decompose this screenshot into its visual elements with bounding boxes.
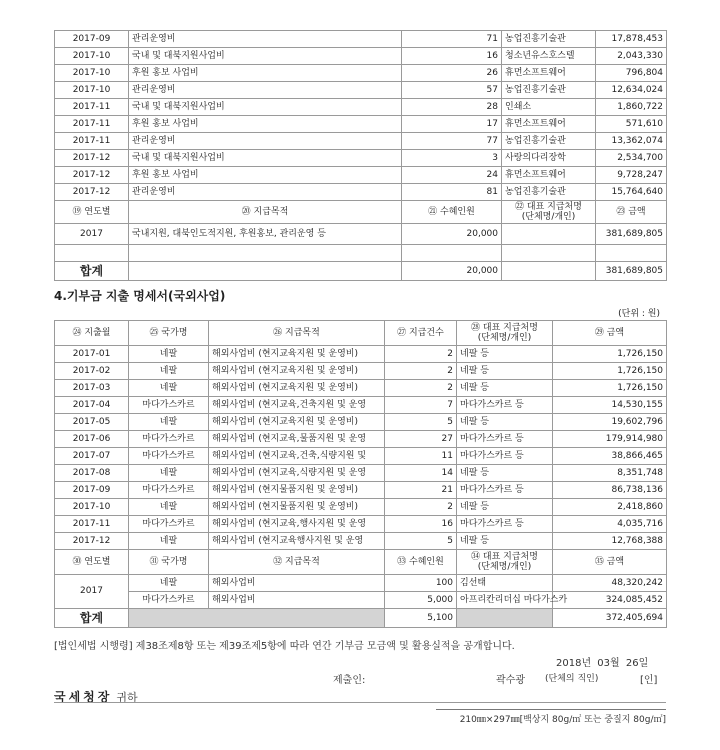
amount-cell: 179,914,980	[553, 431, 667, 448]
amount-cell: 48,320,242	[553, 575, 667, 592]
table-row	[55, 448, 667, 465]
total-label: 합계	[55, 262, 129, 281]
table-row	[55, 380, 667, 397]
count-cell: 3	[402, 150, 502, 167]
country-cell: 네팔	[129, 575, 209, 592]
recipient-cell: 마다가스카르 등	[457, 397, 553, 414]
header-year: ㉚ 연도별	[55, 550, 129, 575]
header-line-2: (단체명/개인)	[477, 562, 532, 572]
recipient-cell: 아프리칸리더십 마다가스카	[457, 592, 553, 609]
purpose-cell: 후원 홍보 사업비	[129, 65, 402, 82]
paper-spec: 210㎜×297㎜[백상지 80g/㎡ 또는 중질지 80g/㎡]	[436, 709, 666, 725]
header-amount: ㉟ 금액	[553, 550, 667, 575]
submitter-name: 곽수광	[496, 675, 525, 686]
total-row	[55, 262, 667, 281]
header-amount: ㉙ 금액	[553, 321, 667, 346]
count-cell: 2	[385, 499, 457, 516]
table-row	[55, 363, 667, 380]
overseas-expense-table	[54, 320, 667, 628]
beneficiaries-cell: 20,000	[402, 224, 502, 245]
purpose-cell: 국내 및 대북지원사업비	[129, 150, 402, 167]
blank-row	[55, 245, 667, 262]
amount-cell: 4,035,716	[553, 516, 667, 533]
recipient-cell: 김선태	[457, 575, 553, 592]
recipient-cell: 농업진흥기술관	[502, 184, 596, 201]
table-row	[55, 82, 667, 99]
table-row	[55, 99, 667, 116]
purpose-cell: 후원 홍보 사업비	[129, 116, 402, 133]
recipient-cell: 농업진흥기술관	[502, 82, 596, 99]
count-cell: 2	[385, 380, 457, 397]
table-row	[55, 48, 667, 65]
country-cell: 네팔	[129, 465, 209, 482]
month-cell: 2017-10	[55, 499, 129, 516]
count-cell: 28	[402, 99, 502, 116]
recipient-cell: 휴먼소프트웨어	[502, 167, 596, 184]
table-row	[55, 150, 667, 167]
recipient-cell: 휴먼소프트웨어	[502, 116, 596, 133]
table-row	[55, 167, 667, 184]
header-country: ㉕ 국가명	[129, 321, 209, 346]
amount-cell: 796,804	[596, 65, 667, 82]
header-count: ㉗ 지급건수	[385, 321, 457, 346]
header-line-1: ㉒ 대표 지급처명	[515, 202, 582, 212]
domestic-expense-table	[54, 30, 667, 281]
table-row	[55, 133, 667, 150]
country-cell: 마다가스카르	[129, 482, 209, 499]
month-cell: 2017-04	[55, 397, 129, 414]
month-cell: 2017-06	[55, 431, 129, 448]
table-row	[55, 499, 667, 516]
count-cell: 2	[385, 346, 457, 363]
amount-cell: 1,726,150	[553, 380, 667, 397]
month-cell: 2017-07	[55, 448, 129, 465]
month-cell: 2017-12	[55, 150, 129, 167]
purpose-cell: 해외사업비 (현지교육,식량지원 및 운영	[209, 465, 385, 482]
total-beneficiaries: 5,100	[385, 609, 457, 628]
amount-cell: 571,610	[596, 116, 667, 133]
amount-cell: 1,726,150	[553, 363, 667, 380]
count-cell: 21	[385, 482, 457, 499]
country-cell: 마다가스카르	[129, 592, 209, 609]
recipient-cell: 네팔 등	[457, 346, 553, 363]
recipient-suffix: 귀하	[116, 691, 138, 704]
header-recipient	[457, 550, 553, 575]
month-cell: 2017-11	[55, 516, 129, 533]
country-cell: 네팔	[129, 533, 209, 550]
amount-cell: 2,418,860	[553, 499, 667, 516]
blank-cell	[502, 245, 596, 262]
amount-cell: 381,689,805	[596, 224, 667, 245]
header-purpose: ㉖ 지급목적	[209, 321, 385, 346]
table-row	[55, 31, 667, 48]
amount-cell: 86,738,136	[553, 482, 667, 499]
blank-cell	[457, 609, 553, 628]
count-cell: 77	[402, 133, 502, 150]
month-cell: 2017-09	[55, 482, 129, 499]
purpose-cell: 해외사업비	[209, 592, 385, 609]
recipient-cell: 인쇄소	[502, 99, 596, 116]
purpose-cell: 해외사업비 (현지교육,건축,식량지원 및	[209, 448, 385, 465]
total-amount: 381,689,805	[596, 262, 667, 281]
purpose-cell: 후원 홍보 사업비	[129, 167, 402, 184]
summary-header-row	[55, 201, 667, 224]
header-purpose: ⑳ 지급목적	[129, 201, 402, 224]
blank-cell	[596, 245, 667, 262]
recipient-cell: 네팔 등	[457, 363, 553, 380]
purpose-cell: 해외사업비	[209, 575, 385, 592]
amount-cell: 14,530,155	[553, 397, 667, 414]
country-cell: 네팔	[129, 414, 209, 431]
amount-cell: 12,768,388	[553, 533, 667, 550]
purpose-cell: 관리운영비	[129, 133, 402, 150]
month-cell: 2017-12	[55, 167, 129, 184]
table-row	[55, 397, 667, 414]
header-recipient	[457, 321, 553, 346]
count-cell: 14	[385, 465, 457, 482]
header-line-1: ㉞ 대표 지급처명	[471, 552, 538, 562]
amount-cell: 9,728,247	[596, 167, 667, 184]
amount-cell: 1,860,722	[596, 99, 667, 116]
header-purpose: ㉜ 지급목적	[209, 550, 385, 575]
amount-cell: 13,362,074	[596, 133, 667, 150]
count-cell: 27	[385, 431, 457, 448]
count-cell: 17	[402, 116, 502, 133]
count-cell: 81	[402, 184, 502, 201]
purpose-cell: 해외사업비 (현지교육지원 및 운영비)	[209, 346, 385, 363]
purpose-cell: 해외사업비 (현지교육지원 및 운영비)	[209, 414, 385, 431]
header-beneficiaries: ㉑ 수혜인원	[402, 201, 502, 224]
purpose-cell: 관리운영비	[129, 31, 402, 48]
recipient-name: 국세청장	[54, 690, 113, 704]
header-amount: ㉓ 금액	[596, 201, 667, 224]
table-row	[55, 465, 667, 482]
table-row	[55, 431, 667, 448]
month-cell: 2017-09	[55, 31, 129, 48]
submitter-role: (단체의 직인)	[545, 674, 599, 684]
month-cell: 2017-12	[55, 533, 129, 550]
table-row	[55, 516, 667, 533]
amount-cell: 17,878,453	[596, 31, 667, 48]
month-cell: 2017-10	[55, 65, 129, 82]
purpose-cell: 해외사업비 (현지교육지원 및 운영비)	[209, 363, 385, 380]
purpose-cell: 국내지원, 대북인도적지원, 후원홍보, 관리운영 등	[129, 224, 402, 245]
blank-cell	[129, 609, 385, 628]
count-cell: 5	[385, 414, 457, 431]
summary-row	[55, 575, 667, 592]
purpose-cell: 해외사업비 (현지물품지원 및 운영비)	[209, 499, 385, 516]
amount-cell: 2,043,330	[596, 48, 667, 65]
unit-label: (단위 : 원)	[618, 309, 660, 319]
month-cell: 2017-11	[55, 133, 129, 150]
summary-row	[55, 224, 667, 245]
country-cell: 네팔	[129, 380, 209, 397]
month-cell: 2017-10	[55, 48, 129, 65]
month-cell: 2017-11	[55, 116, 129, 133]
count-cell: 57	[402, 82, 502, 99]
count-cell: 26	[402, 65, 502, 82]
purpose-cell: 해외사업비 (현지교육지원 및 운영비)	[209, 380, 385, 397]
table-row	[55, 65, 667, 82]
total-row	[55, 609, 667, 628]
country-cell: 네팔	[129, 363, 209, 380]
recipient-cell: 네팔 등	[457, 380, 553, 397]
recipient-cell: 네팔 등	[457, 499, 553, 516]
purpose-cell: 해외사업비 (현지물품지원 및 운영비)	[209, 482, 385, 499]
recipient-cell: 마다가스카르 등	[457, 431, 553, 448]
header-beneficiaries: ㉝ 수혜인원	[385, 550, 457, 575]
total-beneficiaries: 20,000	[402, 262, 502, 281]
recipient-cell: 휴먼소프트웨어	[502, 65, 596, 82]
recipient-cell: 청소년유스호스텔	[502, 48, 596, 65]
recipient-cell	[502, 224, 596, 245]
country-cell: 마다가스카르	[129, 431, 209, 448]
month-cell: 2017-02	[55, 363, 129, 380]
amount-cell: 38,866,465	[553, 448, 667, 465]
month-cell: 2017-01	[55, 346, 129, 363]
amount-cell: 8,351,748	[553, 465, 667, 482]
month-cell: 2017-12	[55, 184, 129, 201]
beneficiaries-cell: 100	[385, 575, 457, 592]
header-country: ㉛ 국가명	[129, 550, 209, 575]
recipient-cell: 농업진흥기술관	[502, 31, 596, 48]
total-amount: 372,405,694	[553, 609, 667, 628]
beneficiaries-cell: 5,000	[385, 592, 457, 609]
divider	[54, 702, 666, 703]
count-cell: 11	[385, 448, 457, 465]
year-cell: 2017	[55, 575, 129, 609]
month-cell: 2017-08	[55, 465, 129, 482]
blank-cell	[129, 245, 402, 262]
total-label: 합계	[55, 609, 129, 628]
table-row	[55, 414, 667, 431]
recipient-cell: 마다가스카르 등	[457, 482, 553, 499]
country-cell: 마다가스카르	[129, 516, 209, 533]
year-cell: 2017	[55, 224, 129, 245]
month-cell: 2017-05	[55, 414, 129, 431]
submit-label: 제출인:	[333, 675, 366, 686]
count-cell: 2	[385, 363, 457, 380]
purpose-cell: 해외사업비 (현지교육,행사지원 및 운영	[209, 516, 385, 533]
header-line-2: (단체명/개인)	[521, 212, 576, 222]
header-month: ㉔ 지출월	[55, 321, 129, 346]
table-row	[55, 533, 667, 550]
recipient-cell: 네팔 등	[457, 465, 553, 482]
purpose-cell: 국내 및 대북지원사업비	[129, 99, 402, 116]
header-year: ⑲ 연도별	[55, 201, 129, 224]
count-cell: 5	[385, 533, 457, 550]
seal-mark: [인]	[640, 675, 658, 686]
count-cell: 16	[402, 48, 502, 65]
month-cell: 2017-10	[55, 82, 129, 99]
blank-cell	[502, 262, 596, 281]
amount-cell: 324,085,452	[553, 592, 667, 609]
country-cell: 네팔	[129, 499, 209, 516]
purpose-cell: 관리운영비	[129, 184, 402, 201]
country-cell: 마다가스카르	[129, 397, 209, 414]
amount-cell: 19,602,796	[553, 414, 667, 431]
purpose-cell: 해외사업비 (현지교육,물품지원 및 운영	[209, 431, 385, 448]
table-row	[55, 184, 667, 201]
count-cell: 7	[385, 397, 457, 414]
month-cell: 2017-03	[55, 380, 129, 397]
header-line-2: (단체명/개인)	[477, 333, 532, 343]
amount-cell: 12,634,024	[596, 82, 667, 99]
header-row	[55, 321, 667, 346]
law-notice: [법인세법 시행령] 제38조제8항 또는 제39조제5항에 따라 연간 기부금 모금액 및 활용실적을 공개합니다.	[54, 641, 515, 652]
amount-cell: 15,764,640	[596, 184, 667, 201]
submission-date: 2018년 03월 26일	[556, 658, 649, 669]
amount-cell: 1,726,150	[553, 346, 667, 363]
table-row	[55, 116, 667, 133]
blank-cell	[129, 262, 402, 281]
header-line-1: ㉘ 대표 지급처명	[471, 323, 538, 333]
header-recipient	[502, 201, 596, 224]
purpose-cell: 해외사업비 (현지교육,건축지원 및 운영	[209, 397, 385, 414]
month-cell: 2017-11	[55, 99, 129, 116]
count-cell: 71	[402, 31, 502, 48]
purpose-cell: 해외사업비 (현지교육행사지원 및 운영	[209, 533, 385, 550]
amount-cell: 2,534,700	[596, 150, 667, 167]
recipient-cell: 마다가스카르 등	[457, 448, 553, 465]
blank-cell	[402, 245, 502, 262]
count-cell: 16	[385, 516, 457, 533]
table-row	[55, 346, 667, 363]
count-cell: 24	[402, 167, 502, 184]
purpose-cell: 국내 및 대북지원사업비	[129, 48, 402, 65]
recipient-cell: 마다가스카르 등	[457, 516, 553, 533]
summary-row	[55, 592, 667, 609]
recipient-cell: 농업진흥기술관	[502, 133, 596, 150]
purpose-cell: 관리운영비	[129, 82, 402, 99]
blank-cell	[55, 245, 129, 262]
country-cell: 마다가스카르	[129, 448, 209, 465]
recipient-cell: 네팔 등	[457, 414, 553, 431]
country-cell: 네팔	[129, 346, 209, 363]
table-row	[55, 482, 667, 499]
overseas-section-title: 4.기부금 지출 명세서(국외사업)	[54, 289, 226, 303]
recipient-cell: 사랑의다리장학	[502, 150, 596, 167]
summary-header-row	[55, 550, 667, 575]
recipient-cell: 네팔 등	[457, 533, 553, 550]
